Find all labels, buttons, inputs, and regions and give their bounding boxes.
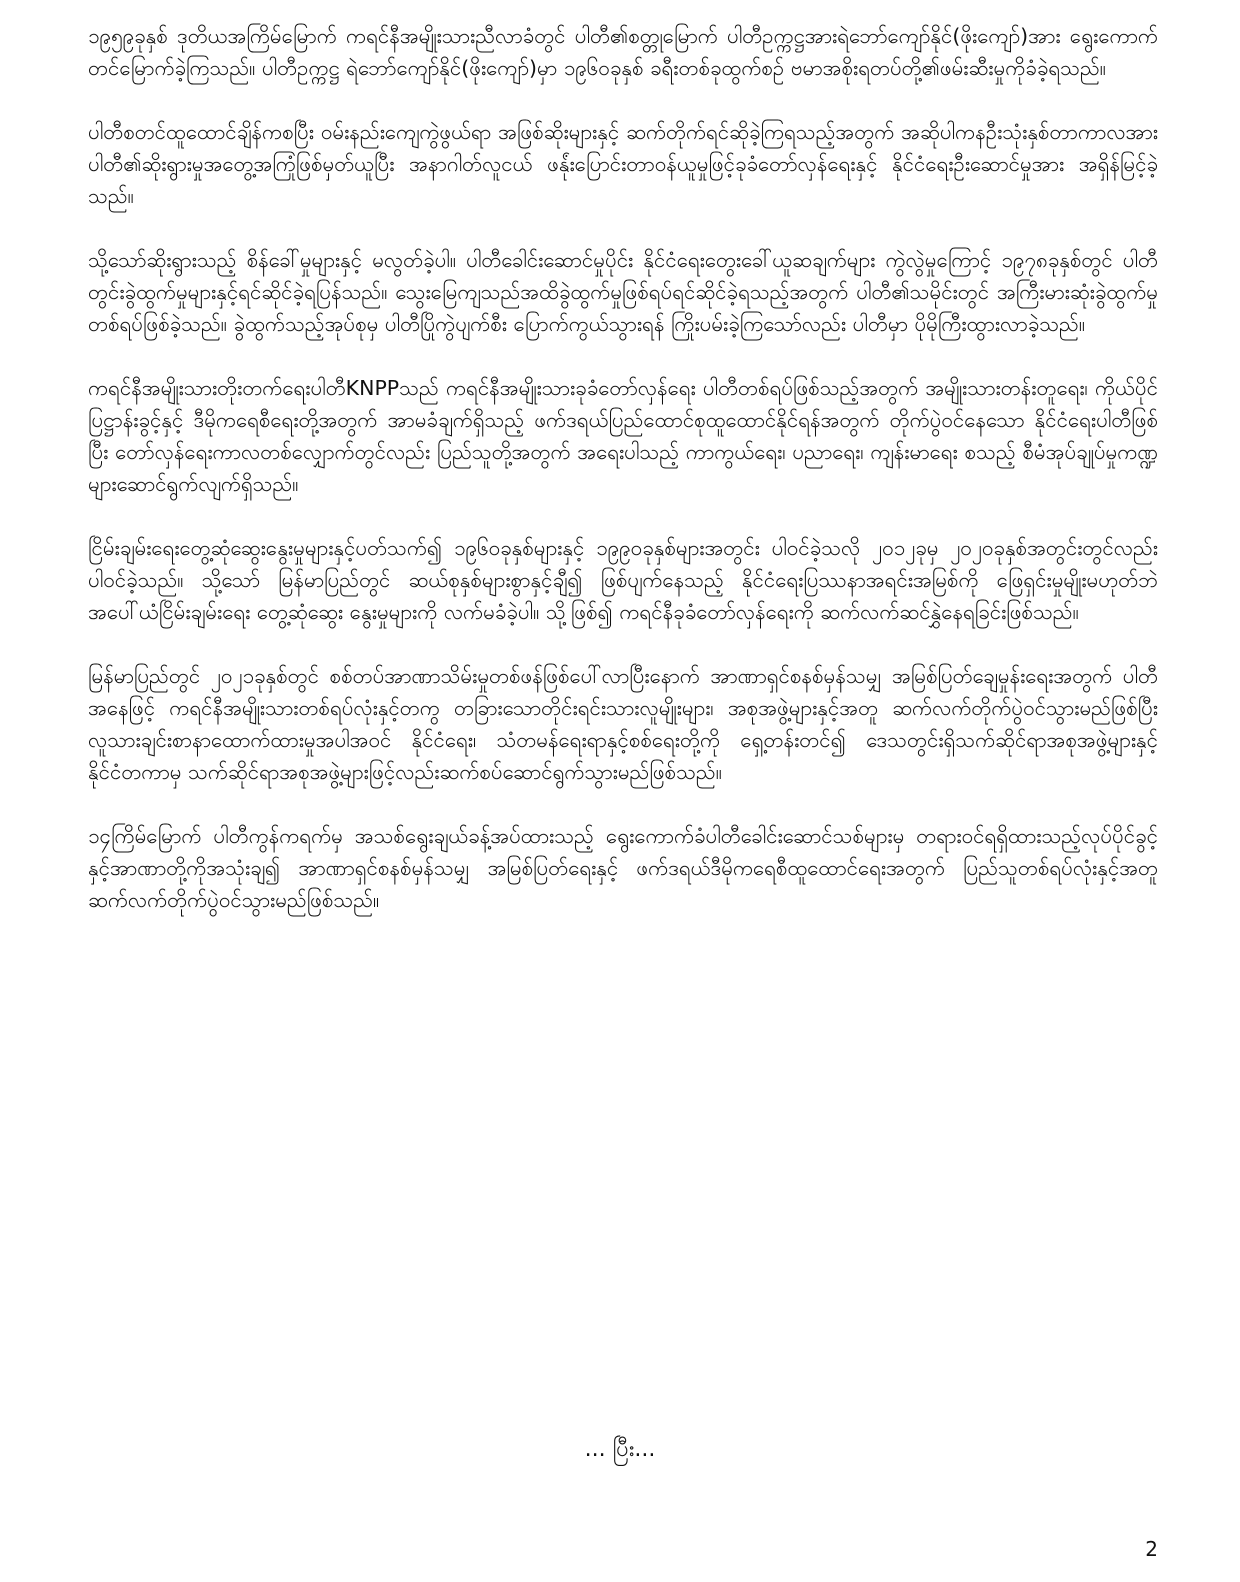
- page-number: 2: [1145, 1537, 1158, 1561]
- paragraph-5: ငြိမ်းချမ်းရေးတွေ့ဆုံဆွေးနွေးမှုများနှင့်ပတ်သက်၍ ၁၉၆၀ခုနှစ်များနှင့် ၁၉၉၀ခုနှစ်များအတွင်း ပါဝင်ခဲ့သလို ၂၀၁၂ခုမှ ၂၀၂၀ခုနှစ်အတွင်းတွင်လည်းပါဝင်ခဲ့သည်။ သို့သော် မြန်မာပြည်တွင် ဆယ်စုနှစ်များစွာနှင့်ချီ၍ ဖြစ်ပျက်နေသည့် နိုင်ငံရေးပြဿနာအရင်းအမြစ်ကို ဖြေရှင်းမှုမျိုးမဟုတ်ဘဲ အပေါ်ယံငြိမ်းချမ်းရေး တွေ့ဆုံဆွေး နွေးမှုများကို လက်မခံခဲ့ပါ။ သို့ဖြစ်၍ ကရင်နီခုခံတော်လှန်ရေးကို ဆက်လက်ဆင်နွှဲနေရခြင်းဖြစ်သည်။: [88, 536, 1158, 624]
- paragraph-4: ကရင်နီအမျိုးသားတိုးတက်ရေးပါတီKNPPသည် ကရင်နီအမျိုးသားခုခံတော်လှန်ရေး ပါတီတစ်ရပ်ဖြစ်သည့်အတွက် အမျိုးသားတန်းတူရေး၊ ကိုယ်ပိုင်ပြဋ္ဌာန်းခွင့်နှင့် ဒီမိုကရေစီရေးတို့အတွက် အာမခံချက်ရှိသည့် ဖက်ဒရယ်ပြည်ထောင်စုထူထောင်နိုင်ရန်အတွက် တိုက်ပွဲဝင်နေသော နိုင်ငံရေးပါတီဖြစ်ပြီး တော်လှန်ရေးကာလတစ်လျှောက်တွင်လည်း ပြည်သူတို့အတွက် အရေးပါသည့် ကာကွယ်ရေး၊ ပညာရေး၊ ကျန်းမာရေး စသည့် စီမံအုပ်ချုပ်မှုကဏ္ဍများဆောင်ရွက်လျက်ရှိသည်။: [88, 376, 1158, 496]
- paragraph-7: ၁၄ကြိမ်မြောက် ပါတီကွန်ကရက်မှ အသစ်ရွေးချယ်ခန့်အပ်ထားသည့် ရွေးကောက်ခံပါတီခေါင်းဆောင်သစ်များမှ တရားဝင်ရရှိထားသည့်လုပ်ပိုင်ခွင့်နှင့်အာဏာတို့ကိုအသုံးချ၍ အာဏာရှင်စနစ်မှန်သမျှ အမြစ်ပြတ်ရေးနှင့် ဖက်ဒရယ်ဒီမိုကရေစီထူထောင်ရေးအတွက် ပြည်သူတစ်ရပ်လုံးနှင့်အတူ ဆက်လက်တိုက်ပွဲဝင်သွားမည်ဖြစ်သည်။: [88, 824, 1158, 912]
- paragraph-1: ၁၉၅၉ခုနှစ် ဒုတိယအကြိမ်မြောက် ကရင်နီအမျိုးသားညီလာခံတွင် ပါတီ၏စတ္တုမြောက် ပါတီဥက္ကဋ္ဌအားရဲဘော်ကျော်နိုင်(ဖိုးကျော်)အား ရွေးကောက်တင်မြောက်ခဲ့ကြသည်။ ပါတီဥက္ကဋ္ဌ ရဲဘော်ကျော်နိုင်(ဖိုးကျော်)မှာ ၁၉၆၀ခုနှစ် ခရီးတစ်ခုထွက်စဉ် ဗမာအစိုးရတပ်တို့၏ဖမ်းဆီးမှုကိုခံခဲ့ရသည်။: [88, 24, 1158, 80]
- document-body: [88, 20, 1158, 948]
- paragraph-6: မြန်မာပြည်တွင် ၂၀၂၁ခုနှစ်တွင် စစ်တပ်အာဏာသိမ်းမှုတစ်ဖန်ဖြစ်ပေါ်လာပြီးနောက် အာဏာရှင်စနစ်မှန်သမျှ အမြစ်ပြတ်ချေမှုန်းရေးအတွက် ပါတီအနေဖြင့် ကရင်နီအမျိုးသားတစ်ရပ်လုံးနှင့်တကွ တခြားသောတိုင်းရင်းသားလူမျိုးများ၊ အစုအဖွဲ့များနှင့်အတူ ဆက်လက်တိုက်ပွဲဝင်သွားမည်ဖြစ်ပြီး လူသားချင်းစာနာထောက်ထားမှုအပါအဝင် နိုင်ငံရေး၊ သံတမန်ရေးရာနှင့်စစ်ရေးတို့ကို ရှေ့တန်းတင်၍ ဒေသတွင်းရှိသက်ဆိုင်ရာအစုအဖွဲ့များနှင့် နိုင်ငံတကာမှ သက်ဆိုင်ရာအစုအဖွဲ့များဖြင့်လည်းဆက်စပ်ဆောင်ရွက်သွားမည်ဖြစ်သည်။: [88, 664, 1158, 784]
- paragraph-2: ပါတီစတင်ထူထောင်ချိန်ကစပြီး ဝမ်းနည်းကျေကွဲဖွယ်ရာ အဖြစ်ဆိုးများနှင့် ဆက်တိုက်ရင်ဆိုခဲ့ကြရသည့်အတွက် အဆိုပါကနဦးသုံးနှစ်တာကာလအား ပါတီ၏ဆိုးရွားမှုအတွေ့အကြုံဖြစ်မှတ်ယူပြီး အနာဂါတ်လူငယ် ဖန်ုံးပြောင်းတာဝန်ယူမှုဖြင့်ခုခံတော်လှန်ရေးနှင့် နိုင်ငံရေးဦးဆောင်မှုအား အရှိန်မြင့်ခဲ့သည်။: [88, 120, 1158, 208]
- paragraph-3: သို့သော်ဆိုးရွားသည့် စိန်ခေါ်မှုများနှင့် မလွတ်ခဲ့ပါ။ ပါတီခေါင်းဆောင်မှုပိုင်း နိုင်ငံရေးတွေးခေါ်ယူဆချက်များ ကွဲလွဲမှုကြောင့် ၁၉၇၈ခုနှစ်တွင် ပါတီတွင်းခွဲထွက်မှုများနှင့်ရင်ဆိုင်ခဲ့ရပြန်သည်။ သွေးမြေကျသည်အထိခွဲထွက်မှုဖြစ်ရပ်ရင်ဆိုင်ခဲ့ရသည့်အတွက် ပါတီ၏သမိုင်းတွင် အကြီးမားဆုံးခွဲထွက်မှုတစ်ရပ်ဖြစ်ခဲ့သည်။ ခွဲထွက်သည့်အုပ်စုမှ ပါတီပြိုကွဲပျက်စီး ပြောက်ကွယ်သွားရန် ကြိုးပမ်းခဲ့ကြသော်လည်း ပါတီမှာ ပိုမိုကြီးထွားလာခဲ့သည်။: [88, 248, 1158, 336]
- end-mark: ... ပြီး...: [584, 1437, 656, 1462]
